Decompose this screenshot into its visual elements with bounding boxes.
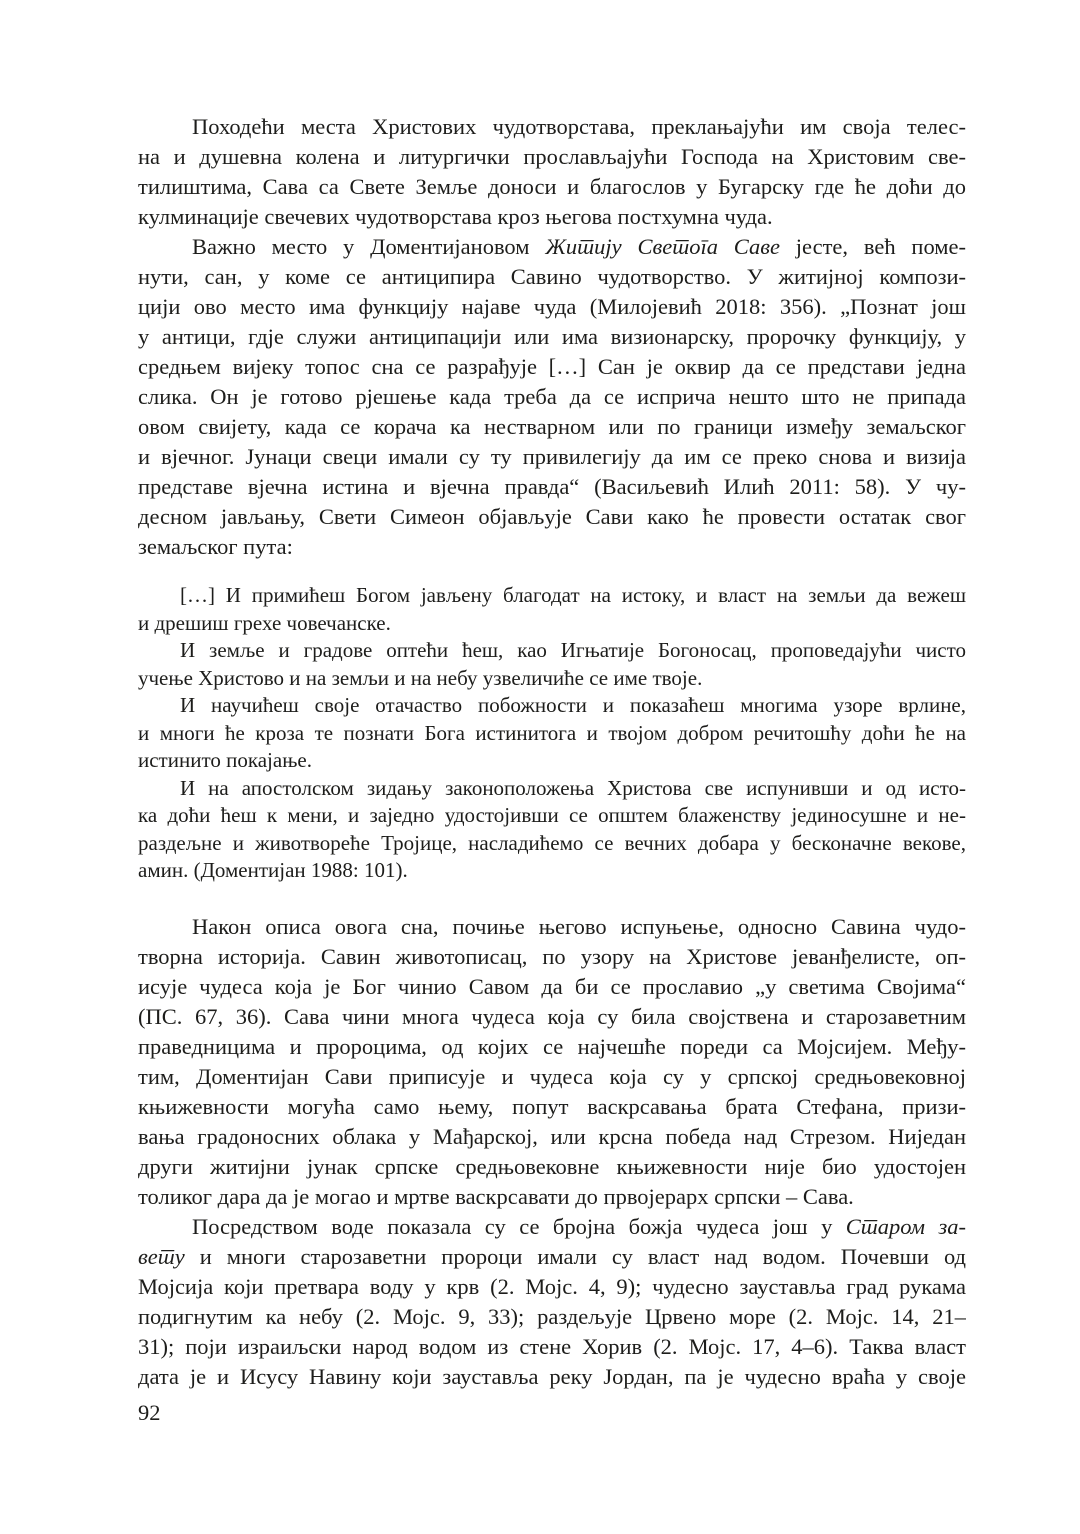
text-line [138,412,966,442]
text-run: 31); поји израиљски народ водом из стене Хорив (2. Мојс. 17, 4–6). Таква власт [138,1333,966,1359]
text-line [138,802,966,830]
text-run: И на апостолском зидању законоположења Христова све испунивши и од исто- [180,775,966,800]
text-run: Походећи места Христових чудотворстава, преклањајући им своја телес- [192,114,966,139]
text-run: праведницима и пророцима, од којих се најчешће пореди са Мојсијем. Међу- [138,1033,966,1059]
text-run: други житијни јунак српске средњовековне књижевности није био удостојен [138,1153,966,1179]
text-line [138,112,966,142]
page-number: 92 [138,1400,161,1425]
italic-text-run: Житију Светога Саве [545,234,780,259]
text-run: Мојсија који претвара воду у крв (2. Мојс. 4, 9); чудесно зауставља град рукама [138,1273,966,1299]
text-line [138,1032,966,1062]
text-line [138,830,966,858]
text-run: књижевности могућа само њему, попут васкрсавања брата Стефана, призи- [138,1093,966,1119]
text-line [138,1302,966,1332]
text-line [138,972,966,1002]
text-run: Након описа овога сна, почиње његово испуњење, односно Савина чудо- [192,913,966,939]
text-run: и многи ће кроза те познати Бога истинитога и твојом добром речитошћу доћи ће на [138,720,966,745]
text-line [138,720,966,748]
text-line [138,775,966,803]
text-run: и многи старозаветни пророци имали су власт над водом. Почевши од [184,1243,966,1269]
text-line [138,292,966,322]
text-run: […] И примићеш Богом јављену благодат на истоку, и власт на земљи да вежеш [180,583,966,607]
text-line [138,532,966,562]
text-run: кулминације свечевих чудотворстава кроз његова постхумна чуда. [138,204,773,229]
text-run: и дрешиш грехе човечанске. [138,610,391,635]
text-line [138,1332,966,1362]
text-run: овом свијету, када се корача ка нестварном или по граници између земаљског [138,414,966,439]
text-line [138,857,966,885]
text-run: у антици, гдје служи антиципацији или има визионарску, пророчку функцију, у [138,324,966,349]
text-run: слика. Он је готово рјешење када треба да се исприча нешто што не припада [138,384,966,409]
text-run: јесте, већ поме- [779,234,966,259]
text-run: толиког дара да је могао и мртве васкрсавати до првојерарх српски – Сава. [138,1183,854,1209]
text-line [138,610,966,638]
text-run: ка доћи ћеш к мени, и заједно удостојивши се општем блаженству јединосушне и не- [138,803,966,827]
text-line [138,472,966,502]
text-line [138,1242,966,1272]
text-line [138,322,966,352]
paragraph [138,912,966,1212]
text-run: Важно место у Доментијановом [192,234,546,259]
paragraph [138,1212,966,1392]
text-run: цији ово место има функцију најаве чуда (Милојевић 2018: 356). „Познат још [138,294,966,319]
text-line [138,692,966,720]
italic-text-run: вету [138,1243,185,1269]
text-line [138,352,966,382]
text-run: истинито покајање. [138,748,312,772]
document-content [138,112,966,1392]
text-run: Посредством воде показала су се бројна божја чудеса још у [192,1213,846,1239]
text-line [138,1152,966,1182]
text-line [138,1182,966,1212]
text-run: вања градоносних облака у Мађарској, или крсна победа над Стрезом. Ниједан [138,1123,966,1149]
paragraph [138,232,966,562]
text-run: И научићеш своје отачаство побожности и показаћеш многима узоре врлине, [180,693,966,717]
text-line [138,442,966,472]
text-line [138,747,966,775]
text-line [138,1092,966,1122]
text-run: подигнутим ка небу (2. Мојс. 9, 33); раздељује Црвено море (2. Мојс. 14, 21– [138,1303,966,1329]
text-line [138,232,966,262]
text-run: средњем вијеку топос сна се разрађује […] Сан је оквир да се представи једна [138,354,966,379]
text-line [138,1062,966,1092]
text-line [138,382,966,412]
text-run: представе вјечна истина и вјечна правда“ (Васиљевић Илић 2011: 58). У чу- [138,474,966,499]
text-run: тилиштима, Сава са Свете Земље доноси и благослов у Бугарску где ће доћи до [138,174,966,199]
text-line [138,912,966,942]
text-line [138,202,966,232]
text-line [138,942,966,972]
italic-text-run: Старом за- [845,1213,966,1239]
text-run: дата је и Исусу Навину који зауставља реку Јордан, па је чудесно враћа у своје [138,1363,966,1389]
text-run: тим, Доментијан Сави приписује и чудеса која су у српској средњовековној [138,1063,966,1089]
text-line [138,1212,966,1242]
text-run: учење Христово и на земљи и на небу узвеличиће се име твоје. [138,665,703,690]
text-run: десном јављању, Свети Симеон објављује Сави како ће провести остатак свог [138,504,966,529]
text-line [138,142,966,172]
text-run: И земље и градове оптећи ћеш, као Игњатије Богоносац, проповедајући чисто [180,638,966,662]
text-line [138,1122,966,1152]
text-run: земаљског пута: [138,534,293,559]
text-run: исује чудеса која је Бог чинио Савом да би се прославио „у светима Својима“ [138,973,966,999]
text-line [138,262,966,292]
text-run: творна историја. Савин животописац, по узору на Христове јеванђелисте, оп- [138,943,966,969]
block-quote [138,582,966,885]
text-line [138,637,966,665]
text-line [138,1362,966,1392]
text-line [138,582,966,610]
text-line [138,1272,966,1302]
text-line [138,502,966,532]
text-line [138,172,966,202]
text-run: (ПС. 67, 36). Сава чини многа чудеса која су била својствена и старозаветним [138,1003,966,1029]
text-run: амин. (Доментијан 1988: 101). [138,858,408,882]
text-run: раздељне и животвореће Тројице, насладићемо се вечних добара у бесконачне векове, [138,830,966,855]
text-run: и вјечног. Јунаци свеци имали су ту привилегију да им се преко снова и визија [138,444,966,469]
paragraph [138,112,966,232]
text-run: на и душевна колена и литургички прослављајући Господа на Христовим све- [138,144,966,169]
text-line [138,665,966,693]
text-line [138,1002,966,1032]
text-run: нути, сан, у коме се антиципира Савино чудотворство. У житијној компози- [138,264,966,289]
